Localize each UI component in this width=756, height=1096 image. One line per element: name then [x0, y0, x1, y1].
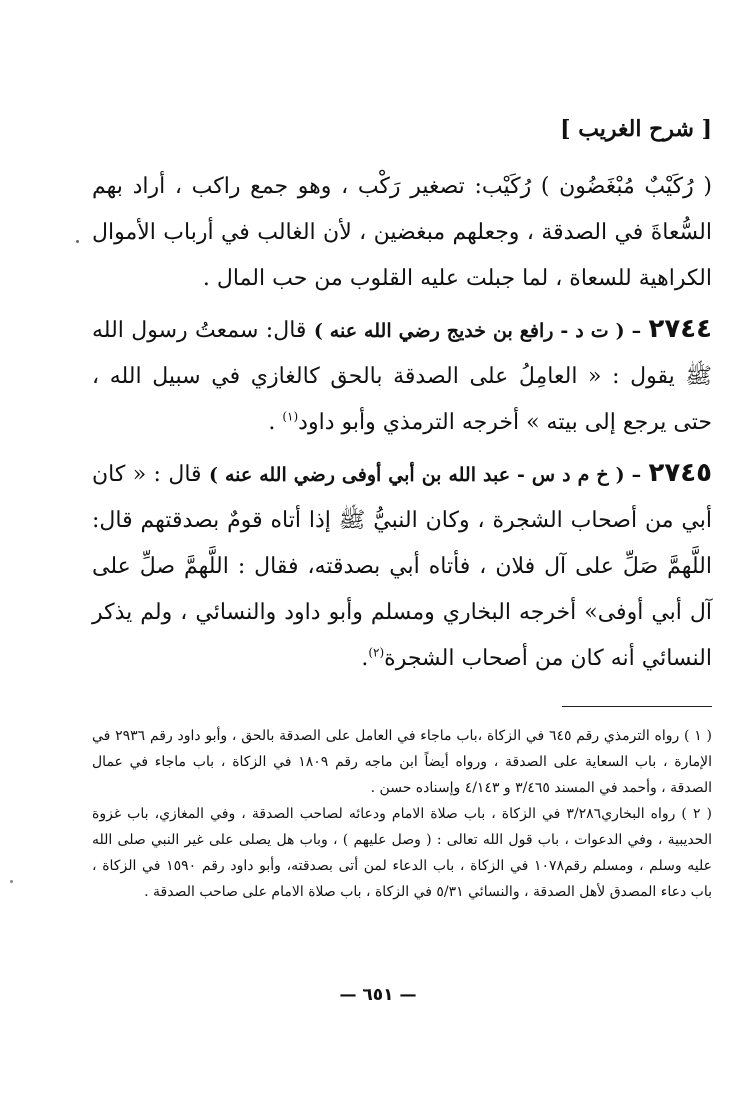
hadith-narrator: – ( ت د - رافع بن خديج رضي الله عنه )	[313, 320, 642, 342]
hadith-2744	[92, 306, 712, 446]
hadith-text: قال : « كان أبي من أصحاب الشجرة ، وكان النبيُّ ﷺ إذا أتاه قومٌ بصدقتهم قال: اللَّهمَّ صَلِّ على آل فلان ، فأتاه أبي بصدقته، فقال : اللَّهمَّ صلِّ على آل أبي أوفى» أخرجه البخاري ومسلم وأبو داود والنسائي ، ولم يذكر النسائي أنه كان من أصحاب الشجرة	[92, 462, 712, 671]
footnotes	[92, 723, 712, 905]
page-number: — ٦٥١ —	[339, 985, 417, 1005]
hadith-end: .	[361, 646, 369, 671]
hadith-2745	[92, 450, 712, 682]
margin-mark	[76, 240, 79, 243]
hadith-narrator: – ( خ م د س - عبد الله بن أبي أوفى رضي الله عنه )	[208, 464, 642, 486]
footnote-ref: (١)	[282, 409, 299, 424]
margin-mark-2	[10, 880, 13, 883]
hadith-end: .	[268, 410, 283, 435]
footnote-ref: (٢)	[368, 645, 385, 660]
hadith-text: قال: سمعتُ رسول الله ﷺ يقول : « العامِلُ على الصدقة بالحق كالغازي في سبيل الله ، حتى يرجع إلى بيته » أخرجه الترمذي وأبو داود	[92, 318, 712, 435]
footnote-2: ( ٢ ) رواه البخاري٣/٢٨٦ في الزكاة ، باب صلاة الامام ودعائه لصاحب الصدقة ، وفي المغازي، باب غزوة الحديبية ، وفي الدعوات ، باب قول الله تعالى : ( وصل عليهم ) ، وباب هل يصلى على غير النبي صلى الله عليه وسلم ، ومسلم رقم١٠٧٨ في الزكاة ، باب الدعاء لمن أتى بصدقته، وأبو داود رقم ١٥٩٠ في الزكاة ، باب دعاء المصدق لأهل الصدقة ، والنسائي ٥/٣١ في الزكاة ، باب صلاة الامام على صاحب الصدقة .	[92, 806, 713, 900]
section-heading: [ شرح الغريب ]	[560, 116, 712, 142]
hadith-number: ٢٧٤٤	[648, 314, 713, 344]
gharib-paragraph: ( رُكَيْبٌ مُبْغَضُون ) رُكَيْب: تصغير رَكْب ، وهو جمع راكب ، أراد بهم السُّعاةَ في الصدقة ، وجعلهم مبغضين ، لأن الغالب في أرباب الأموال الكراهية للسعاة ، لما جبلت عليه القلوب من حب المال .	[92, 174, 712, 291]
page-body	[92, 112, 712, 905]
footnote-divider	[562, 706, 712, 707]
footnote-1: ( ١ ) رواه الترمذي رقم ٦٤٥ في الزكاة ،باب ماجاء في العامل على الصدقة بالحق ، وأبو داود رقم ٢٩٣٦ في الإمارة ، باب السعاية على الصدقة ، ورواه أيضاً ابن ماجه رقم ١٨٠٩ في الزكاة ، باب ماجاء في عمال الصدقة ، وأحمد في المسند ٣/٤٦٥ و ٤/١٤٣ وإسناده حسن .	[92, 728, 713, 796]
hadith-number: ٢٧٤٥	[648, 458, 712, 488]
